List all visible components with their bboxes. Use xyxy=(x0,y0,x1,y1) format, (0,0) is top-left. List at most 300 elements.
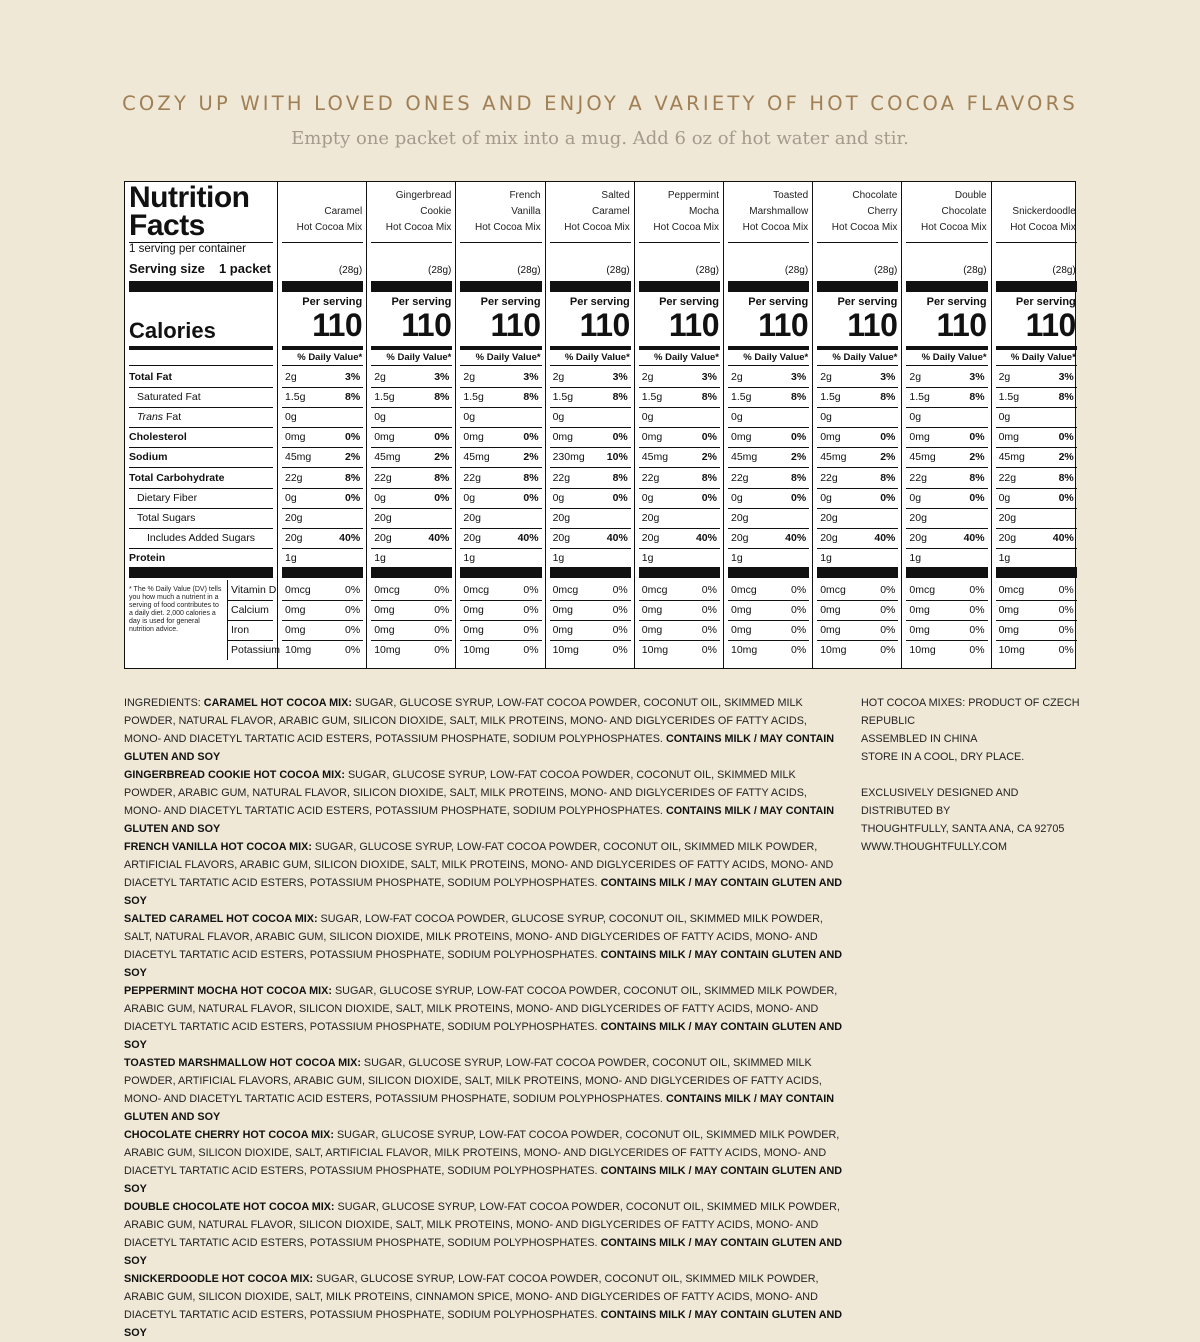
vitamin-percent: 0% xyxy=(1058,644,1074,656)
daily-value-header: % Daily Value* xyxy=(743,352,809,363)
per-serving-label: Per serving xyxy=(302,296,363,308)
nutrient-percent: 8% xyxy=(969,391,985,403)
nutrient-row xyxy=(817,407,898,427)
instructions: Empty one packet of mix into a mug. Add 6 oz of hot water and stir. xyxy=(291,128,909,149)
vitamin-percent: 0% xyxy=(791,644,807,656)
daily-value-header: % Daily Value* xyxy=(297,352,363,363)
ingredient-product-name: DOUBLE CHOCOLATE HOT COCOA MIX: xyxy=(124,1201,335,1213)
nutrient-row xyxy=(460,407,541,427)
nutrient-percent: 2% xyxy=(523,451,539,463)
product-name: Peppermint Mocha Hot Cocoa Mix xyxy=(653,190,719,233)
vitamin-amount: 0mg xyxy=(552,624,574,636)
vitamin-percent: 0% xyxy=(791,604,807,616)
daily-value-header: % Daily Value* xyxy=(654,352,719,363)
nutrient-row xyxy=(728,468,809,488)
nutrient-percent: 0% xyxy=(969,431,985,443)
nutrient-amount: 0g xyxy=(731,492,743,504)
nutrient-percent: 8% xyxy=(791,472,807,484)
nutrient-row xyxy=(817,528,898,548)
nutrient-row xyxy=(371,528,452,548)
nutrient-row xyxy=(282,447,363,467)
nutrient-amount: 0mg xyxy=(641,431,663,443)
vitamin-amount: 10mg xyxy=(641,644,669,656)
nutrient-row xyxy=(906,508,987,528)
nutrition-facts-title xyxy=(129,181,250,242)
nutrient-row xyxy=(996,508,1077,528)
nutrient-amount: 0g xyxy=(285,411,297,423)
nutrient-row xyxy=(550,488,631,508)
vitamin-percent: 0% xyxy=(612,604,628,616)
calories-value: 110 xyxy=(1025,307,1076,343)
nutrient-percent: 0% xyxy=(345,431,361,443)
ingredient-product-name: CARAMEL HOT COCOA MIX: xyxy=(203,697,352,709)
nutrient-row xyxy=(639,447,720,467)
nutrient-amount: 20g xyxy=(641,532,660,544)
vitamin-percent: 0% xyxy=(880,624,896,636)
vitamin-row xyxy=(996,640,1077,660)
headline: COZY UP WITH LOVED ONES AND ENJOY A VARIETY OF HOT COCOA FLAVORS xyxy=(122,92,1078,115)
vitamin-percent: 0% xyxy=(345,624,361,636)
nutrient-amount: 0mg xyxy=(731,431,752,443)
nutrient-amount: 0g xyxy=(285,492,297,504)
nutrient-percent: 40% xyxy=(1052,532,1074,544)
vitamin-row xyxy=(282,640,363,660)
nutrient-row xyxy=(550,407,631,427)
nutrient-percent: 40% xyxy=(517,532,539,544)
nutrient-row xyxy=(996,407,1077,427)
nutrient-row xyxy=(728,447,809,467)
nutrient-amount: 1g xyxy=(374,552,386,564)
nutrient-row xyxy=(996,488,1077,508)
nutrient-percent: 0% xyxy=(1058,492,1074,504)
vitamin-percent: 0% xyxy=(345,644,361,656)
vitamin-amount: 0mcg xyxy=(998,584,1025,596)
vitamin-percent: 0% xyxy=(701,604,717,616)
vitamin-percent: 0% xyxy=(345,604,361,616)
vitamin-amount: 0mg xyxy=(374,604,395,616)
calories-value: 110 xyxy=(668,307,719,343)
nutrient-row xyxy=(639,528,720,548)
nutrient-row xyxy=(371,468,452,488)
nutrient-row xyxy=(817,508,898,528)
servings-per-container: 1 serving per container xyxy=(129,243,246,255)
nutrient-row xyxy=(906,427,987,447)
nutrient-row xyxy=(996,468,1077,488)
nutrient-amount: 2g xyxy=(820,371,832,383)
serving-grams: (28g) xyxy=(695,265,719,276)
assembly-line: ASSEMBLED IN CHINA xyxy=(861,733,978,745)
nutrient-amount: 22g xyxy=(820,472,838,484)
nutrient-percent: 8% xyxy=(1058,472,1074,484)
vitamin-row xyxy=(906,620,987,640)
serving-grams: (28g) xyxy=(517,265,541,276)
nutrient-percent: 40% xyxy=(428,532,450,544)
nutrient-row xyxy=(460,548,541,568)
nutrient-row xyxy=(371,427,452,447)
vitamin-amount: 10mg xyxy=(998,644,1025,656)
nutrient-row xyxy=(817,488,898,508)
nutrient-row xyxy=(460,427,541,447)
nutrient-row xyxy=(371,548,452,568)
nutrient-amount: 20g xyxy=(285,512,303,524)
vitamin-amount: 0mg xyxy=(998,604,1020,616)
nutrient-row xyxy=(282,407,363,427)
vitamin-percent: 0% xyxy=(969,624,985,636)
nutrient-percent: 3% xyxy=(345,371,361,383)
nutrient-percent: 8% xyxy=(523,472,539,484)
nutrient-row xyxy=(728,528,809,548)
nutrient-amount: 20g xyxy=(463,512,481,524)
nutrient-percent: 2% xyxy=(791,451,807,463)
nutrient-percent: 0% xyxy=(701,492,717,504)
nutrient-label: Total Sugars xyxy=(137,512,196,524)
nutrient-amount: 0mg xyxy=(285,431,306,443)
vitamin-amount: 0mg xyxy=(998,624,1020,636)
ingredient-paragraph: PEPPERMINT MOCHA HOT COCOA MIX: SUGAR, GLUCOSE SYRUP, LOW-FAT COCOA POWDER, COCONUT OIL, SKIMMED MILK POWDER, ARABIC GUM, NATURAL FLAVOR, SILICON DIOXIDE, SALT, MILK PROTEINS, MONO- AND DIGLYCERIDES OF FATTY ACIDS, MONO- AND DIACETYL TARTATIC ACID ESTERS, POTASSIUM PHOSPHATE, SODIUM POLYPHOSPHATES. CONTAINS MILK / MAY CONTAIN GLUTEN AND SOY xyxy=(124,985,843,1051)
nutrient-amount: 20g xyxy=(909,512,927,524)
vitamin-row xyxy=(282,600,363,620)
daily-value-header: % Daily Value* xyxy=(564,352,630,363)
vitamin-row xyxy=(282,620,363,640)
nutrient-amount: 20g xyxy=(552,532,571,544)
vitamin-row xyxy=(639,640,720,660)
nutrient-row xyxy=(996,528,1077,548)
nutrient-label: Protein xyxy=(129,552,166,564)
serving-size xyxy=(129,261,273,276)
nutrient-percent: 40% xyxy=(695,532,717,544)
vitamin-percent: 0% xyxy=(969,644,985,656)
nutrient-amount: 45mg xyxy=(374,451,401,463)
vitamin-percent: 0% xyxy=(612,644,628,656)
nutrient-amount: 0g xyxy=(463,492,476,504)
nutrient-row xyxy=(550,387,631,407)
ingredient-product-name: TOASTED MARSHMALLOW HOT COCOA MIX: xyxy=(124,1057,361,1069)
per-serving-label: Per serving xyxy=(1015,296,1076,308)
nutrient-percent: 8% xyxy=(701,472,717,484)
nutrient-amount: 20g xyxy=(820,532,838,544)
vitamin-amount: 0mcg xyxy=(641,584,668,596)
vitamin-percent: 0% xyxy=(701,624,717,636)
nutrient-percent: 0% xyxy=(434,431,450,443)
per-serving-label: Per serving xyxy=(748,296,809,308)
nutrient-amount: 0g xyxy=(998,492,1011,504)
ingredient-product-name: FRENCH VANILLA HOT COCOA MIX: xyxy=(124,841,312,853)
nutrient-percent: 8% xyxy=(791,391,807,403)
nutrient-row xyxy=(371,488,452,508)
nutrient-percent: 0% xyxy=(523,431,539,443)
vitamin-label: Iron xyxy=(227,620,277,640)
nutrient-row xyxy=(906,548,987,568)
vitamin-row xyxy=(996,620,1077,640)
ingredient-product-name: GINGERBREAD COOKIE HOT COCOA MIX: xyxy=(124,769,345,781)
nutrient-amount: 0g xyxy=(641,492,654,504)
nutrient-row xyxy=(996,548,1077,568)
vitamin-amount: 0mg xyxy=(820,624,841,636)
product-name: Toasted Marshmallow Hot Cocoa Mix xyxy=(742,190,809,233)
nutrient-row xyxy=(460,367,541,387)
nutrient-amount: 20g xyxy=(731,532,749,544)
vitamin-percent: 0% xyxy=(612,584,628,596)
nutrient-amount: 22g xyxy=(641,472,660,484)
nutrient-amount: 0g xyxy=(374,492,386,504)
nutrient-amount: 45mg xyxy=(641,451,669,463)
vitamin-percent: 0% xyxy=(969,584,985,596)
vitamin-amount: 0mcg xyxy=(463,584,490,596)
vitamin-row xyxy=(817,640,898,660)
nutrient-row xyxy=(996,447,1077,467)
vitamin-percent: 0% xyxy=(880,644,896,656)
allergen-warning: CONTAINS MILK / MAY CONTAIN GLUTEN AND SOY xyxy=(124,1237,843,1267)
vitamin-label: Calcium xyxy=(227,600,277,620)
serving-grams: (28g) xyxy=(784,265,809,276)
nutrient-amount: 1g xyxy=(998,552,1011,564)
vitamin-row xyxy=(550,600,631,620)
nutrient-amount: 1.5g xyxy=(998,391,1020,403)
nutrient-row xyxy=(550,548,631,568)
serving-grams: (28g) xyxy=(338,265,363,276)
nutrient-amount: 22g xyxy=(998,472,1017,484)
ingredient-product-name: SALTED CARAMEL HOT COCOA MIX: xyxy=(124,913,318,925)
serving-grams: (28g) xyxy=(606,265,630,276)
calories-value: 110 xyxy=(401,307,452,343)
allergen-warning: CONTAINS MILK / MAY CONTAIN GLUTEN AND SOY xyxy=(124,1309,843,1339)
vitamin-row xyxy=(817,600,898,620)
nutrient-amount: 0g xyxy=(641,411,654,423)
nutrient-row xyxy=(906,367,987,387)
nutrient-row xyxy=(282,387,363,407)
nutrient-percent: 2% xyxy=(969,451,985,463)
nutrient-percent: 0% xyxy=(791,431,807,443)
product-name: Gingerbread Cookie Hot Cocoa Mix xyxy=(385,190,452,233)
nutrient-row xyxy=(639,387,720,407)
vitamin-row xyxy=(371,620,452,640)
nutrient-percent: 0% xyxy=(612,492,628,504)
nutrient-row xyxy=(906,468,987,488)
nutrient-amount: 1.5g xyxy=(374,391,395,403)
nutrient-percent: 8% xyxy=(969,472,985,484)
product-name: French Vanilla Hot Cocoa Mix xyxy=(475,190,541,233)
product-name: Salted Caramel Hot Cocoa Mix xyxy=(564,190,630,233)
allergen-warning: CONTAINS MILK / MAY CONTAIN GLUTEN AND SOY xyxy=(124,1165,843,1195)
nutrient-amount: 0mg xyxy=(909,431,930,443)
vitamin-row xyxy=(460,580,541,600)
vitamin-amount: 10mg xyxy=(731,644,758,656)
nutrient-percent: 0% xyxy=(345,492,361,504)
nutrient-row xyxy=(460,468,541,488)
nutrient-amount: 20g xyxy=(463,532,481,544)
nutrient-amount: 1.5g xyxy=(552,391,574,403)
nutrient-percent: 8% xyxy=(523,391,539,403)
nutrient-amount: 1g xyxy=(641,552,654,564)
vitamin-amount: 10mg xyxy=(552,644,579,656)
nutrient-row xyxy=(371,367,452,387)
nutrient-amount: 1g xyxy=(285,552,297,564)
nutrient-percent: 40% xyxy=(606,532,628,544)
per-serving-label: Per serving xyxy=(569,296,630,308)
nutrient-amount: 2g xyxy=(374,371,386,383)
nutrition-label-column xyxy=(129,181,281,668)
product-column xyxy=(366,182,454,668)
allergen-warning: CONTAINS MILK / MAY CONTAIN GLUTEN AND SOY xyxy=(124,1093,835,1123)
nutrient-amount: 20g xyxy=(731,512,749,524)
product-column xyxy=(991,182,1079,668)
nutrient-label: Total Carbohydrate xyxy=(129,472,225,484)
daily-value-header: % Daily Value* xyxy=(475,352,541,363)
nutrient-row xyxy=(906,447,987,467)
title-line2: Facts xyxy=(129,209,205,242)
nutrient-row xyxy=(460,528,541,548)
nutrient-row xyxy=(550,447,631,467)
nutrient-amount: 45mg xyxy=(820,451,847,463)
nutrient-percent: 8% xyxy=(612,472,628,484)
nutrient-percent: 8% xyxy=(880,391,896,403)
vitamin-amount: 0mg xyxy=(463,624,484,636)
nutrient-percent: 0% xyxy=(969,492,985,504)
vitamin-amount: 10mg xyxy=(463,644,490,656)
calories-value: 110 xyxy=(936,307,987,343)
vitamin-amount: 0mg xyxy=(285,624,306,636)
nutrient-row xyxy=(371,407,452,427)
nutrient-amount: 20g xyxy=(998,512,1017,524)
ingredients-list xyxy=(124,694,844,1342)
nutrient-label: Sodium xyxy=(129,451,168,463)
vitamin-row xyxy=(371,640,452,660)
nutrient-row xyxy=(639,548,720,568)
nutrient-row xyxy=(817,468,898,488)
nutrient-amount: 22g xyxy=(285,472,303,484)
vitamin-amount: 0mcg xyxy=(374,584,400,596)
nutrient-percent: 0% xyxy=(880,431,896,443)
product-column xyxy=(277,182,365,668)
nutrient-row xyxy=(282,468,363,488)
title-line1: Nutrition xyxy=(129,181,250,214)
nutrient-amount: 1.5g xyxy=(641,391,663,403)
nutrient-row xyxy=(639,367,720,387)
storage-line: STORE IN A COOL, DRY PLACE. xyxy=(861,751,1025,763)
ingredient-paragraph: SALTED CARAMEL HOT COCOA MIX: SUGAR, LOW-FAT COCOA POWDER, GLUCOSE SYRUP, COCONUT OIL, SKIMMED MILK POWDER, SALT, NATURAL FLAVOR, ARABIC GUM, SILICON DIOXIDE, MILK PROTEINS, MONO- AND DIGLYCERIDES OF FATTY ACIDS, MONO- AND DIACETYL TARTATIC ACID ESTERS, POTASSIUM PHOSPHATE, SODIUM POLYPHOSPHATES. CONTAINS MILK / MAY CONTAIN GLUTEN AND SOY xyxy=(124,913,843,979)
nutrient-amount: 2g xyxy=(641,371,654,383)
nutrient-percent: 8% xyxy=(345,472,361,484)
per-serving-label: Per serving xyxy=(480,296,541,308)
product-column xyxy=(455,182,543,668)
nutrient-label: Total Fat xyxy=(129,371,172,383)
nutrient-amount: 0g xyxy=(552,411,565,423)
ingredient-paragraph: TOASTED MARSHMALLOW HOT COCOA MIX: SUGAR, GLUCOSE SYRUP, LOW-FAT COCOA POWDER, COCONUT OIL, SKIMMED MILK POWDER, ARTIFICIAL FLAVORS, ARABIC GUM, SILICON DIOXIDE, SALT, MILK PROTEINS, MONO- AND DIGLYCERIDES OF FATTY ACIDS, MONO- AND DIACETYL TARTATIC ACID ESTERS, POTASSIUM PHOSPHATE, SODIUM POLYPHOSPHATES. CONTAINS MILK / MAY CONTAIN GLUTEN AND SOY xyxy=(124,1057,835,1123)
nutrient-amount: 1.5g xyxy=(820,391,841,403)
nutrient-amount: 22g xyxy=(731,472,749,484)
vitamin-amount: 0mg xyxy=(463,604,484,616)
vitamin-row xyxy=(550,640,631,660)
serving-grams: (28g) xyxy=(874,265,898,276)
nutrient-row xyxy=(550,528,631,548)
vitamin-amount: 0mg xyxy=(374,624,395,636)
nutrient-amount: 2g xyxy=(463,371,476,383)
nutrient-row xyxy=(371,508,452,528)
nutrient-row xyxy=(550,508,631,528)
vitamin-row xyxy=(996,580,1077,600)
vitamin-row xyxy=(906,640,987,660)
vitamin-row xyxy=(282,580,363,600)
vitamin-row xyxy=(728,640,809,660)
product-column xyxy=(723,182,811,668)
vitamin-amount: 0mg xyxy=(731,624,752,636)
nutrient-amount: 0mg xyxy=(374,431,395,443)
per-serving-label: Per serving xyxy=(659,296,719,308)
nutrient-percent: 8% xyxy=(701,391,717,403)
ingredient-paragraph: DOUBLE CHOCOLATE HOT COCOA MIX: SUGAR, GLUCOSE SYRUP, LOW-FAT COCOA POWDER, COCONUT OIL, SKIMMED MILK POWDER, ARABIC GUM, NATURAL FLAVOR, SILICON DIOXIDE, SALT, MILK PROTEINS, MONO- AND DIGLYCERIDES OF FATTY ACIDS, MONO- AND DIACETYL TARTATIC ACID ESTERS, POTASSIUM PHOSPHATE, SODIUM POLYPHOSPHATES. CONTAINS MILK / MAY CONTAIN GLUTEN AND SOY xyxy=(124,1201,843,1267)
nutrient-percent: 0% xyxy=(434,492,450,504)
nutrient-row xyxy=(550,468,631,488)
daily-value-header: % Daily Value* xyxy=(1010,352,1076,363)
nutrient-percent: 0% xyxy=(880,492,896,504)
nutrient-row xyxy=(817,387,898,407)
daily-value-header: % Daily Value* xyxy=(386,352,452,363)
nutrient-row xyxy=(996,367,1077,387)
vitamin-amount: 0mcg xyxy=(909,584,936,596)
nutrient-percent: 0% xyxy=(701,431,717,443)
ingredient-product-name: PEPPERMINT MOCHA HOT COCOA MIX: xyxy=(124,985,332,997)
allergen-warning: CONTAINS MILK / MAY CONTAIN GLUTEN AND SOY xyxy=(124,733,835,763)
nutrient-amount: 45mg xyxy=(731,451,758,463)
origin-distribution-info xyxy=(861,694,1091,856)
ingredient-paragraph: CHOCOLATE CHERRY HOT COCOA MIX: SUGAR, GLUCOSE SYRUP, LOW-FAT COCOA POWDER, COCONUT OIL, SKIMMED MILK POWDER, ARABIC GUM, SILICON DIOXIDE, SALT, ARTIFICIAL FLAVOR, MILK PROTEINS, MONO- AND DIGLYCERIDES OF FATTY ACIDS, MONO- AND DIACETYL TARTATIC ACID ESTERS, POTASSIUM PHOSPHATE, SODIUM POLYPHOSPHATES. CONTAINS MILK / MAY CONTAIN GLUTEN AND SOY xyxy=(124,1129,843,1195)
nutrient-amount: 22g xyxy=(552,472,571,484)
nutrient-amount: 0g xyxy=(998,411,1011,423)
calories-value: 110 xyxy=(847,307,898,343)
nutrient-amount: 0g xyxy=(731,411,743,423)
per-serving-label: Per serving xyxy=(926,296,987,308)
vitamin-row xyxy=(460,640,541,660)
nutrient-row xyxy=(996,387,1077,407)
nutrient-row xyxy=(906,407,987,427)
nutrient-percent: 3% xyxy=(1058,371,1074,383)
nutrient-row xyxy=(371,387,452,407)
vitamin-percent: 0% xyxy=(701,584,717,596)
nutrient-label: Cholesterol xyxy=(129,431,187,443)
daily-value-header: % Daily Value* xyxy=(921,352,987,363)
nutrient-amount: 1.5g xyxy=(731,391,752,403)
product-column xyxy=(545,182,633,668)
nutrient-percent: 40% xyxy=(963,532,985,544)
ingredient-paragraph: FRENCH VANILLA HOT COCOA MIX: SUGAR, GLUCOSE SYRUP, LOW-FAT COCOA POWDER, COCONUT OIL, SKIMMED MILK POWDER, ARTIFICIAL FLAVORS, ARABIC GUM, SILICON DIOXIDE, SALT, MILK PROTEINS, MONO- AND DIGLYCERIDES OF FATTY ACIDS, MONO- AND DIACETYL TARTATIC ACID ESTERS, POTASSIUM PHOSPHATE, SODIUM POLYPHOSPHATES. CONTAINS MILK / MAY CONTAIN GLUTEN AND SOY xyxy=(124,841,843,907)
serving-size-label: Serving size xyxy=(129,261,205,276)
nutrient-amount: 20g xyxy=(552,512,571,524)
serving-grams: (28g) xyxy=(963,265,987,276)
calories-label: Calories xyxy=(129,318,216,343)
nutrient-row xyxy=(906,528,987,548)
vitamin-percent: 0% xyxy=(434,604,450,616)
nutrient-percent: 3% xyxy=(434,371,450,383)
nutrient-amount: 0g xyxy=(909,411,922,423)
nutrient-amount: 2g xyxy=(731,371,743,383)
nutrient-percent: 40% xyxy=(339,532,361,544)
nutrient-row xyxy=(817,427,898,447)
vitamin-row xyxy=(817,580,898,600)
product-column xyxy=(812,182,900,668)
product-name: Double Chocolate Hot Cocoa Mix xyxy=(921,190,987,233)
vitamin-percent: 0% xyxy=(701,644,717,656)
nutrient-amount: 0g xyxy=(820,411,832,423)
ingredient-paragraph: INGREDIENTS: CARAMEL HOT COCOA MIX: SUGAR, GLUCOSE SYRUP, LOW-FAT COCOA POWDER, COCONUT OIL, SKIMMED MILK POWDER, NATURAL FLAVOR, ARABIC GUM, SILICON DIOXIDE, SALT, MILK PROTEINS, MONO- AND DIGLYCERIDES OF FATTY ACIDS, MONO- AND DIACETYL TARTATIC ACID ESTERS, POTASSIUM PHOSPHATE, SODIUM POLYPHOSPHATES. CONTAINS MILK / MAY CONTAIN GLUTEN AND SOY xyxy=(124,697,835,763)
allergen-warning: CONTAINS MILK / MAY CONTAIN GLUTEN AND SOY xyxy=(124,877,843,907)
vitamin-percent: 0% xyxy=(523,624,539,636)
vitamin-percent: 0% xyxy=(345,584,361,596)
vitamin-label: Potassium xyxy=(227,640,277,660)
nutrient-amount: 0mg xyxy=(820,431,841,443)
nutrient-row xyxy=(728,548,809,568)
nutrient-amount: 0mg xyxy=(998,431,1020,443)
vitamin-row xyxy=(906,600,987,620)
